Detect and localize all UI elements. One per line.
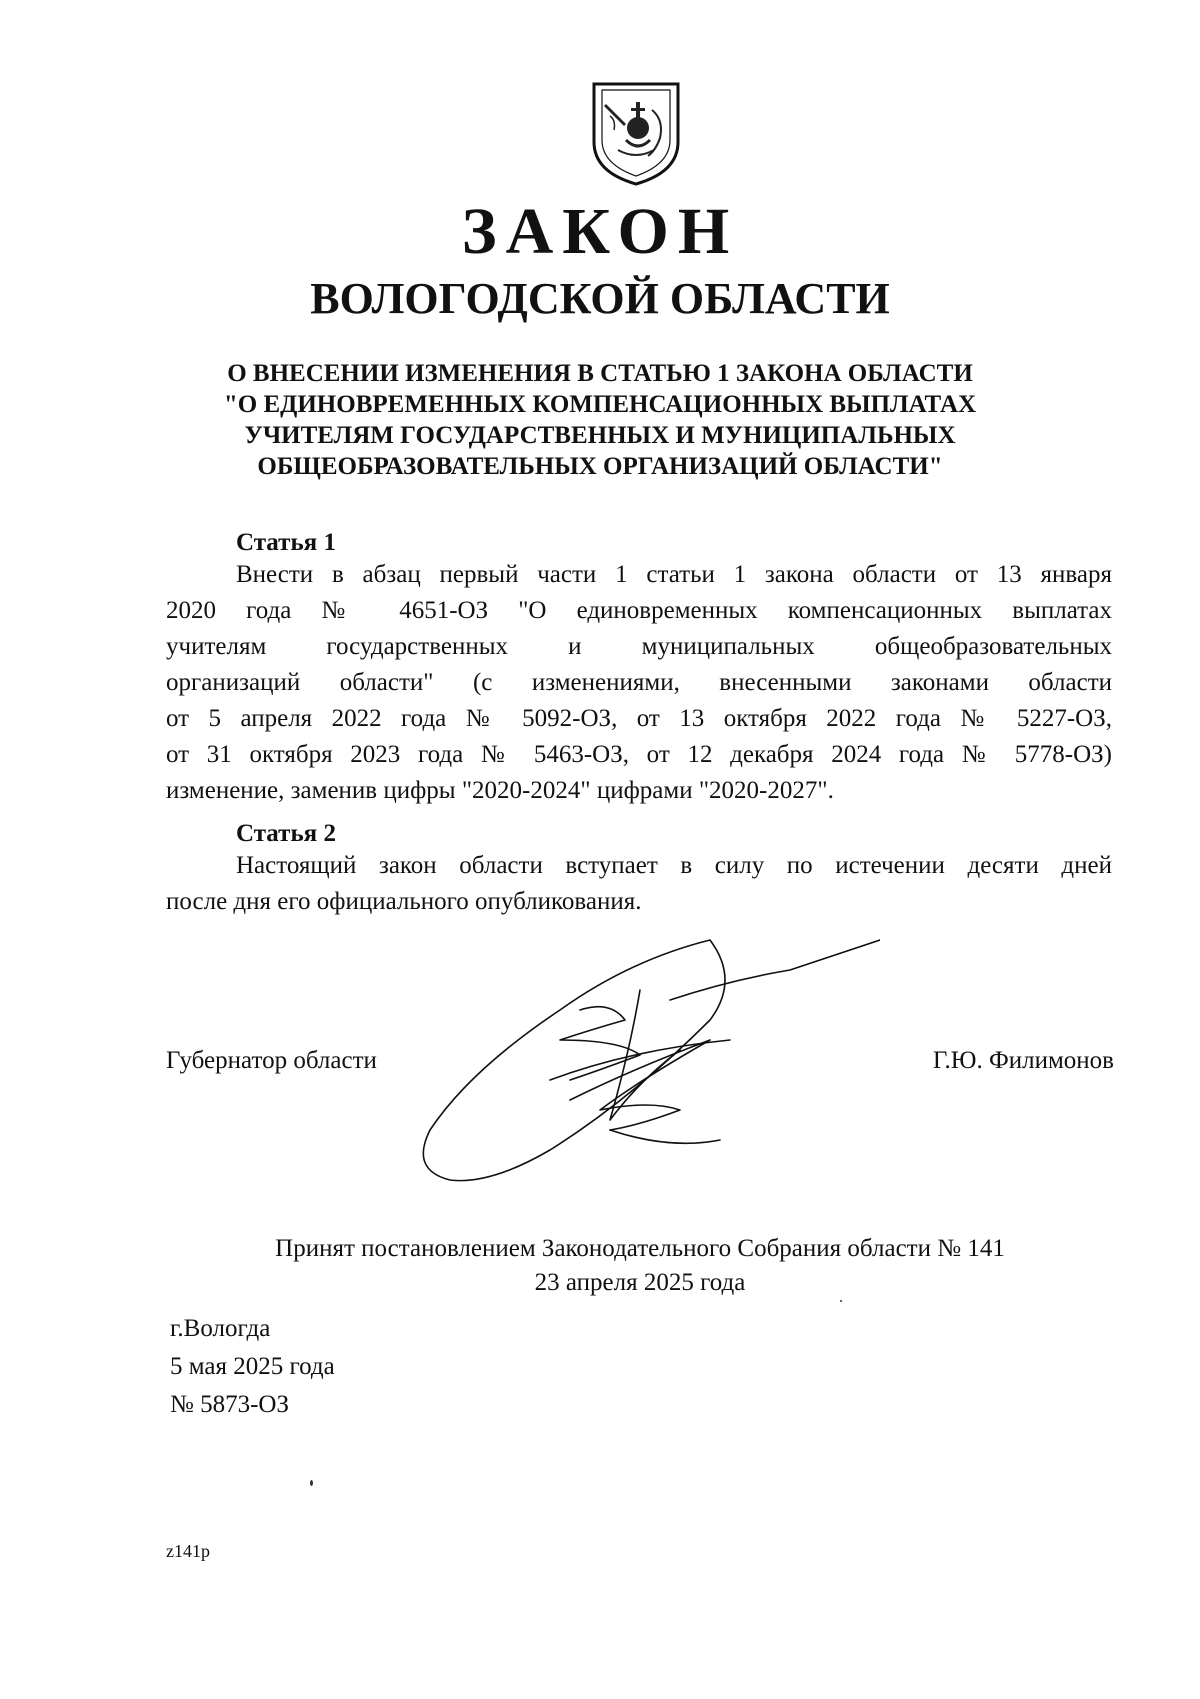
document-title: ЗАКОН — [461, 195, 739, 268]
law-heading-line: ОБЩЕОБРАЗОВАТЕЛЬНЫХ ОРГАНИЗАЦИЙ ОБЛАСТИ" — [257, 453, 943, 480]
article-1-line: организаций области" (с изменениями, внесенными законами области — [166, 669, 1112, 696]
signatory-position: Губернатор области — [166, 1047, 377, 1074]
article-1-line: изменение, заменив цифры "2020-2024" цифрами "2020-2027". — [166, 777, 834, 804]
law-heading-line: УЧИТЕЛЯМ ГОСУДАРСТВЕННЫХ И МУНИЦИПАЛЬНЫХ — [244, 422, 956, 449]
adoption-note — [0, 1232, 1200, 1300]
article-1-line: учителям государственных и муниципальных общеобразовательных — [166, 633, 1112, 660]
signing-date: 5 мая 2025 года — [170, 1353, 335, 1380]
law-heading-line: О ВНЕСЕНИИ ИЗМЕНЕНИЯ В СТАТЬЮ 1 ЗАКОНА ОБЛАСТИ — [227, 360, 973, 387]
article-2-title: Статья 2 — [236, 820, 336, 847]
city: г.Вологда — [170, 1315, 271, 1342]
law-number: № 5873-ОЗ — [170, 1391, 290, 1418]
handwritten-signature — [410, 930, 880, 1190]
signatory-name: Г.Ю. Филимонов — [932, 1047, 1114, 1074]
law-heading — [0, 358, 1200, 482]
document-code: z141p — [166, 1541, 210, 1561]
document-subtitle: ВОЛОГОДСКОЙ ОБЛАСТИ — [310, 274, 890, 323]
article-1-line: от 31 октября 2023 года № 5463-ОЗ, от 12 декабря 2024 года № 5778-ОЗ) — [166, 741, 1112, 768]
adoption-line: Принят постановлением Законодательного Собрания области № 141 — [275, 1235, 1005, 1262]
adoption-date: 23 апреля 2025 года — [534, 1269, 746, 1296]
place-date-number — [170, 1310, 335, 1424]
law-heading-line: "О ЕДИНОВРЕМЕННЫХ КОМПЕНСАЦИОННЫХ ВЫПЛАТАХ — [223, 391, 977, 418]
article-1-body — [166, 557, 1112, 809]
article-1-line: Внести в абзац первый части 1 статьи 1 закона области от 13 января — [236, 561, 1112, 588]
article-1-line: 2020 года № 4651-ОЗ "О единовременных компенсационных выплатах — [166, 597, 1112, 624]
article-2-body — [166, 848, 1112, 920]
article-2-line: Настоящий закон области вступает в силу по истечении десяти дней — [236, 852, 1112, 879]
article-1-title: Статья 1 — [236, 529, 336, 556]
vologda-coat-of-arms-icon — [590, 80, 682, 188]
scan-speck — [310, 1480, 313, 1486]
scan-speck — [840, 1300, 842, 1302]
article-1-line: от 5 апреля 2022 года № 5092-ОЗ, от 13 октября 2022 года № 5227-ОЗ, — [166, 705, 1112, 732]
article-2-line: после дня его официального опубликования. — [166, 888, 642, 915]
